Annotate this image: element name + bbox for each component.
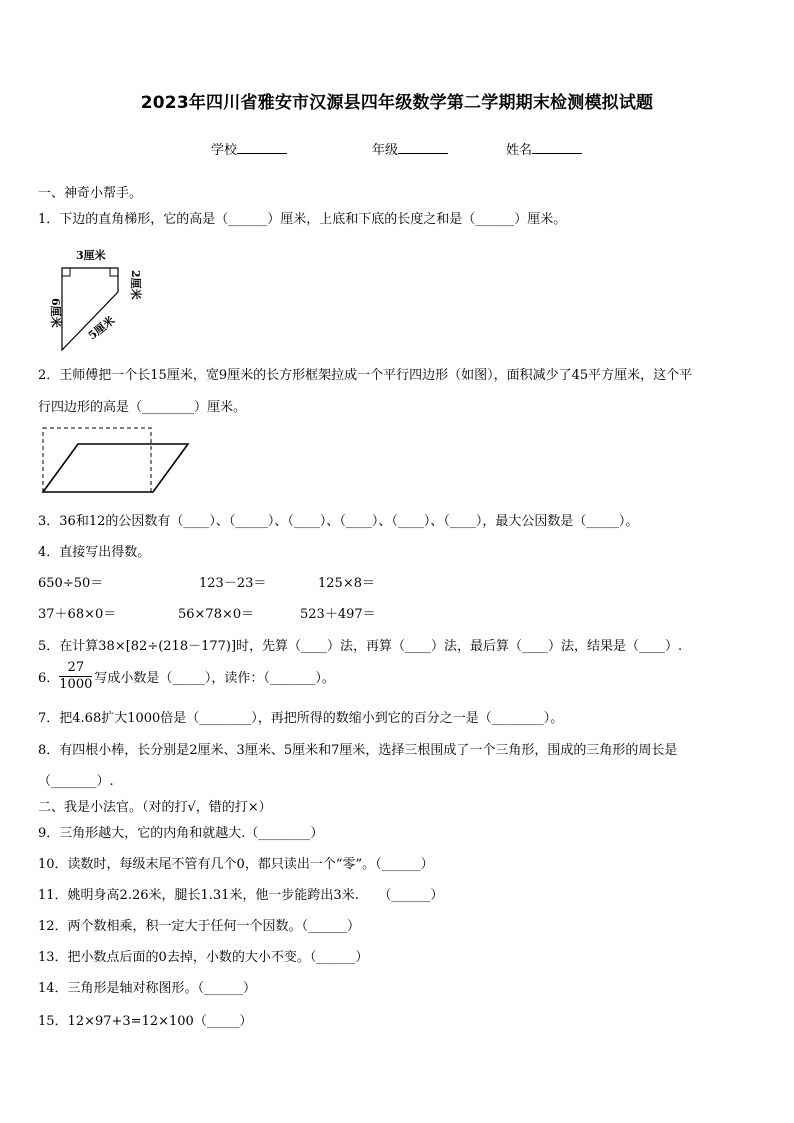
question-7: 7．把4.68扩大1000倍是（________），再把所得的数缩小到它的百分之一是（________）。: [38, 711, 564, 726]
section-2-heading: 二、我是小法官。（对的打√，错的打×）: [38, 800, 272, 815]
section-1-heading: 一、神奇小帮手。: [38, 186, 143, 201]
question-12: 12．两个数相乘，积一定大于任何一个因数。（______）: [38, 919, 361, 934]
fig1-slant-label: 5厘米: [85, 313, 118, 343]
name-label: 姓名: [506, 143, 533, 158]
calc-3: 125×8＝: [318, 576, 375, 591]
trapezoid-figure: [38, 242, 158, 354]
q6-text: 写成小数是（_____），读作：（_______）。: [94, 671, 335, 686]
right-angle-mark-left: [62, 268, 70, 276]
calc-2: 123－23＝: [199, 576, 267, 591]
grade-blank: [398, 141, 448, 154]
question-1: 1．下边的直角梯形，它的高是（______）厘米，上底和下底的长度之和是（______）厘米。: [38, 212, 567, 227]
school-blank: [237, 141, 287, 154]
calc-5: 56×78×0＝: [178, 607, 255, 622]
fig1-right-label: 2厘米: [129, 270, 142, 300]
fig1-top-label: 3厘米: [76, 249, 106, 262]
parallelogram-shape: [43, 444, 188, 492]
calc-4: 37＋68×0＝: [38, 607, 117, 622]
question-9: 9．三角形越大，它的内角和就越大.（________）: [38, 826, 324, 841]
question-14: 14．三角形是轴对称图形。（______）: [38, 981, 257, 996]
fraction-numerator: 27: [59, 660, 92, 677]
question-2-line-1: 2．王师傅把一个长15厘米，宽9厘米的长方形框架拉成一个平行四边形（如图），面积减少了45平方厘米，这个平: [38, 368, 693, 383]
fraction-denominator: 1000: [59, 677, 93, 692]
grade-field: [372, 139, 448, 158]
question-3: 3．36和12的公因数有（____）、（_____）、（____）、（____）、（____）、（____），最大公因数是（_____）。: [38, 514, 639, 529]
school-field: [211, 139, 287, 158]
question-15: 15．12×97+3=12×100（_____）: [38, 1014, 253, 1029]
question-8-line-1: 8．有四根小棒，长分别是2厘米、3厘米、5厘米和7厘米，选择三根围成了一个三角形，围成的三角形的周长是: [38, 743, 678, 758]
page-title: 2023年四川省雅安市汉源县四年级数学第二学期期末检测模拟试题: [140, 93, 654, 113]
question-6: [38, 660, 335, 693]
parallelogram-figure: [38, 424, 198, 496]
question-4: 4．直接写出得数。: [38, 545, 151, 560]
q6-prefix: 6．: [38, 671, 60, 686]
calc-1: 650÷50＝: [38, 576, 104, 591]
original-rectangle-dashed: [43, 428, 151, 492]
question-13: 13．把小数点后面的0去掉，小数的大小不变。（______）: [38, 950, 369, 965]
name-field: [506, 139, 582, 158]
calc-6: 523＋497＝: [300, 607, 376, 622]
grade-label: 年级: [372, 143, 399, 158]
fig1-left-label: 6厘米: [49, 298, 62, 328]
question-5: 5．在计算38×[82÷(218－177)]时，先算（____）法，再算（____）法，最后算（____）法，结果是（____）.: [38, 639, 683, 654]
right-angle-mark-right: [110, 268, 118, 276]
question-11: 11．姚明身高2.26米，腿长1.31米，他一步能跨出3米. （______）: [38, 888, 444, 903]
question-8-line-2: （_______）.: [38, 774, 114, 789]
question-10: 10．读数时，每级末尾不管有几个0，都只读出一个“零”。（______）: [38, 857, 434, 872]
fraction: [59, 660, 92, 693]
school-label: 学校: [211, 143, 238, 158]
name-blank: [532, 141, 582, 154]
question-2-line-2: 行四边形的高是（________）厘米。: [38, 400, 247, 415]
